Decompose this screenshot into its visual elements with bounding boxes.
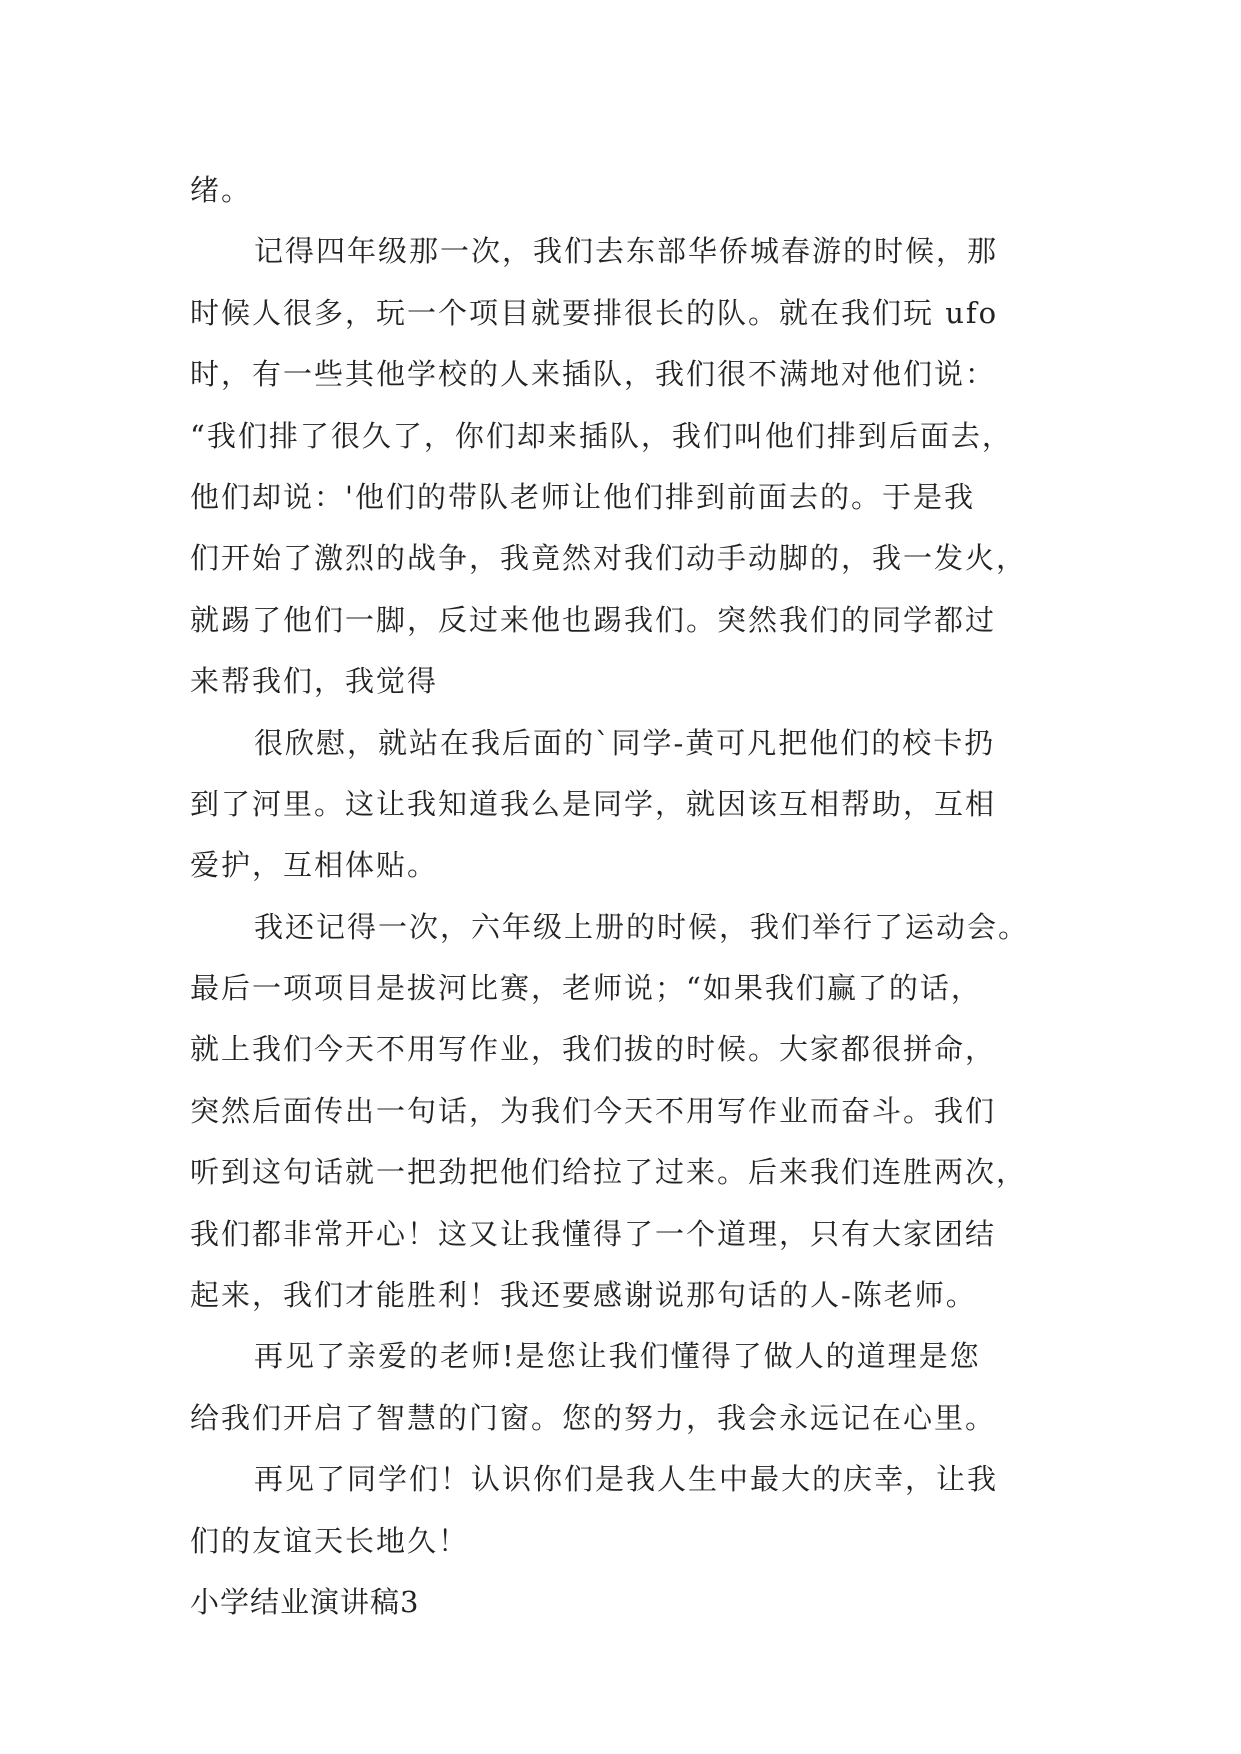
paragraph-start-line: 再见了亲爱的老师!是您让我们懂得了做人的道理是您 [254, 1339, 981, 1374]
text-line: 们开始了激烈的战争，我竟然对我们动手动脚的，我一发火， [190, 541, 1028, 576]
text-line: 突然后面传出一句话，为我们今天不用写作业而奋斗。我们 [190, 1093, 997, 1128]
text-line: 就踢了他们一脚，反过来他也踢我们。突然我们的同学都过 [190, 602, 997, 637]
paragraph-start-line: 很欣慰，就站在我后面的`同学-黄可凡把他们的校卡扔 [254, 725, 996, 760]
text-line: “我们排了很久了，你们却来插队，我们叫他们排到后面去， [190, 418, 1013, 453]
text-line: 时，有一些其他学校的人来插队，我们很不满地对他们说： [190, 357, 997, 392]
text-line: 来帮我们，我觉得 [190, 664, 439, 699]
text-line: 给我们开启了智慧的门窗。您的努力，我会永远记在心里。 [190, 1400, 997, 1435]
text-line: 就上我们今天不用写作业，我们拔的时候。大家都很拼命， [190, 1032, 997, 1067]
paragraph-start-line: 记得四年级那一次，我们去东部华侨城春游的时候，那 [254, 234, 999, 269]
text-line: 到了河里。这让我知道我么是同学，就因该互相帮助，互相 [190, 786, 997, 821]
paragraph-start-line: 再见了同学们！认识你们是我人生中最大的庆幸，让我 [254, 1462, 999, 1497]
paragraph-start-line: 我还记得一次，六年级上册的时候，我们举行了运动会。 [254, 909, 1030, 944]
text-line: 他们却说：'他们的带队老师让他们排到前面去的。于是我 [190, 479, 975, 514]
text-line: 绪。 [190, 173, 253, 207]
text-line: 最后一项项目是拔河比赛，老师说；“如果我们赢了的话， [190, 971, 982, 1006]
text-line: 们的友谊天长地久！ [190, 1523, 470, 1558]
text-line: 起来，我们才能胜利！我还要感谢说那句话的人-陈老师。 [190, 1278, 977, 1313]
text-line: 我们都非常开心！这又让我懂得了一个道理，只有大家团结 [190, 1216, 997, 1251]
text-line: 时候人很多，玩一个项目就要排很长的队。就在我们玩 ufo [190, 295, 999, 330]
text-line: 爱护，互相体贴。 [190, 848, 439, 883]
document-body [190, 160, 1060, 1633]
text-line: 听到这句话就一把劲把他们给拉了过来。后来我们连胜两次， [190, 1155, 1028, 1190]
section-heading: 小学结业演讲稿3 [190, 1584, 420, 1619]
